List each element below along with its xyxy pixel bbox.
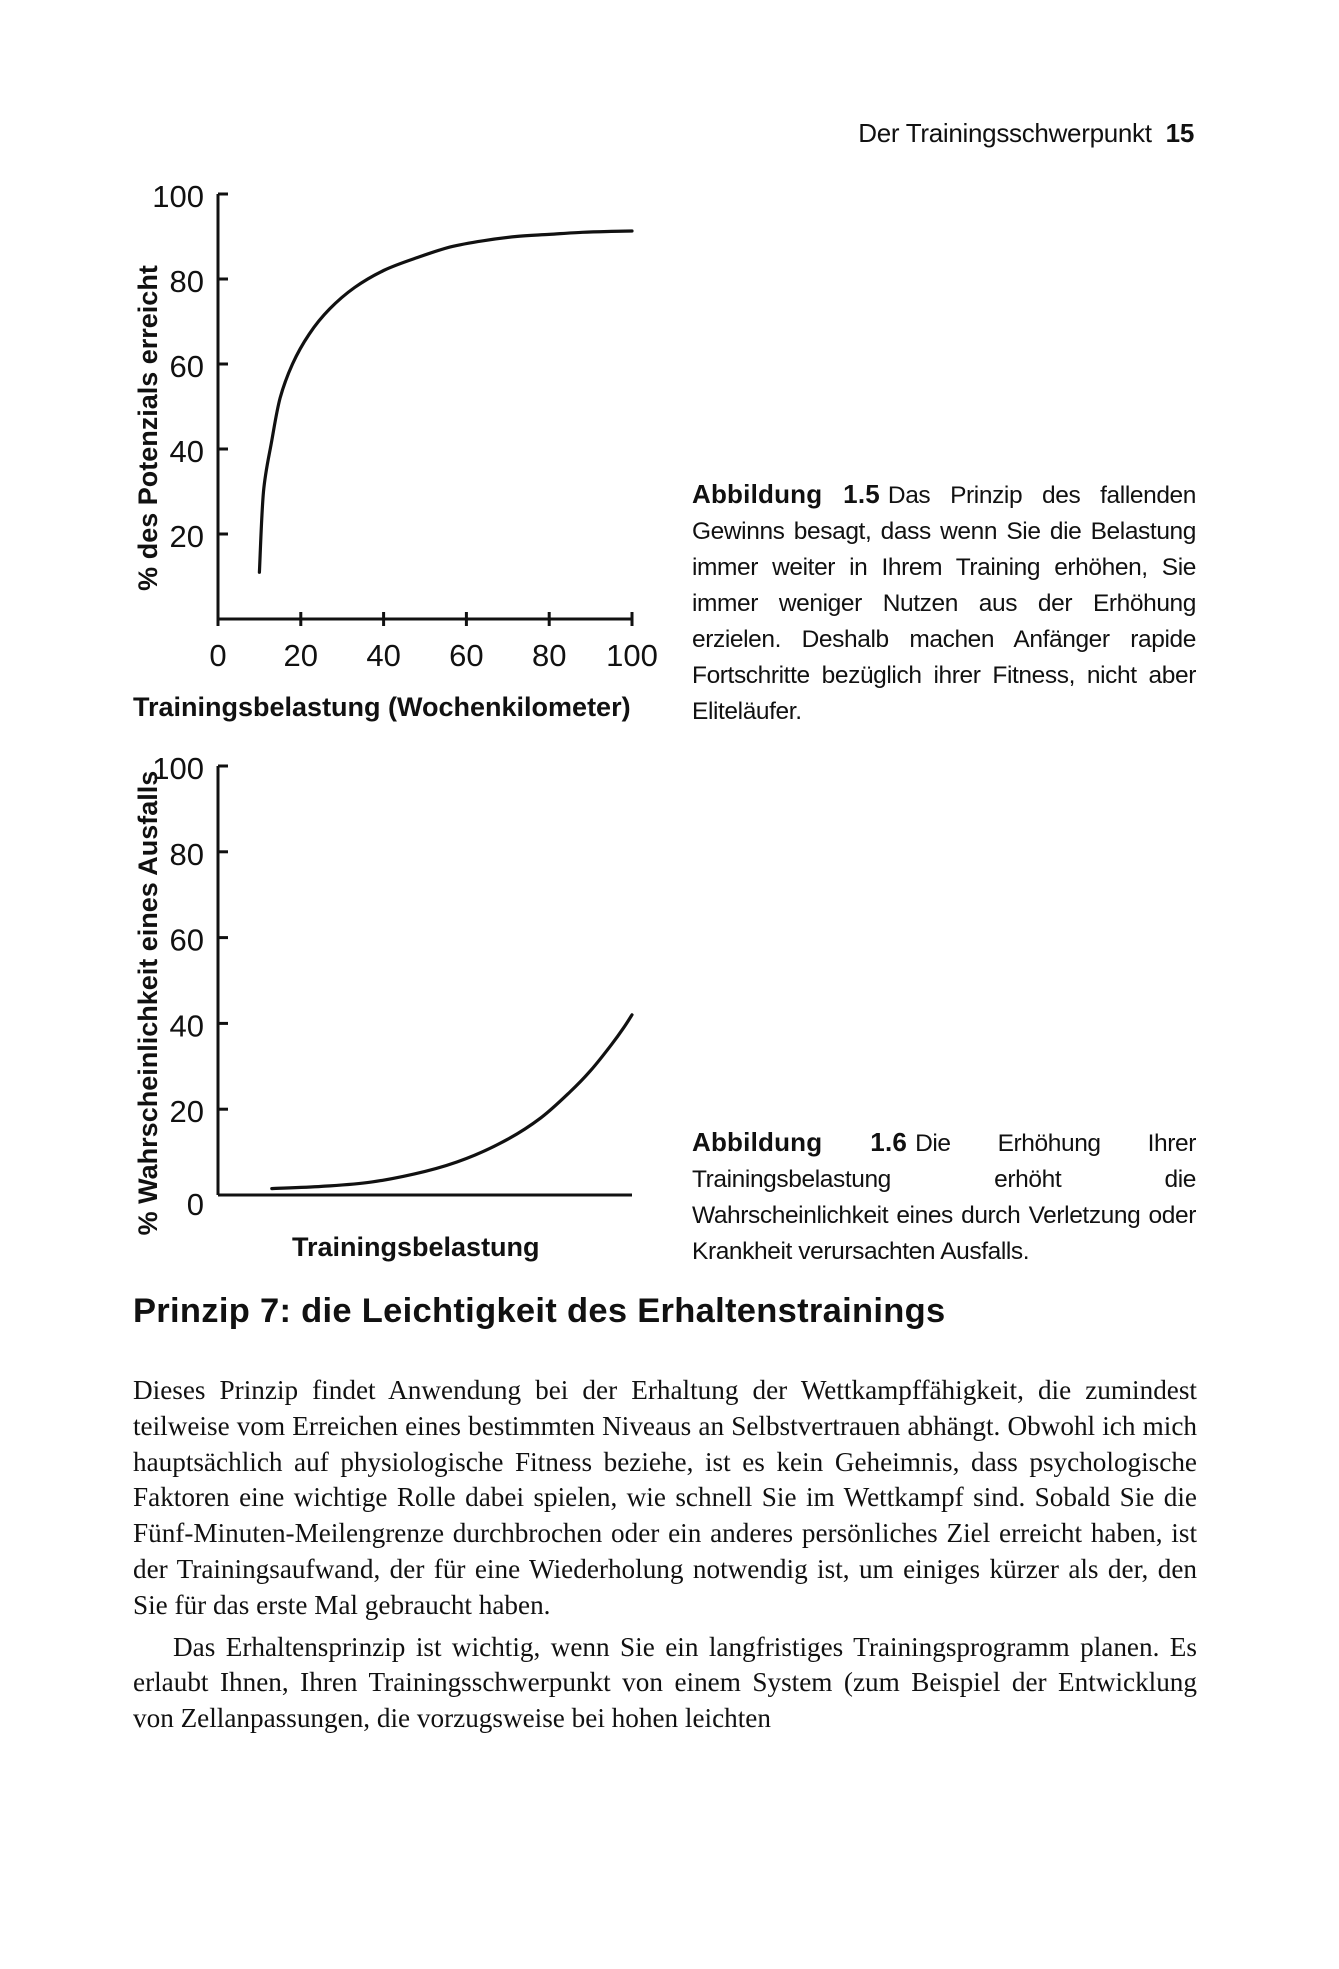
caption-text: Das Prinzip des fallenden Gewinns besagt, dass wenn Sie die Belastung immer weiter in Ihrem Training erhöhen, Sie immer weniger Nutzen aus der Erhöhung erzielen. Deshalb machen Anfänger rapide Fortschritte bezüglich ihrer Fitness, nicht aber Eliteläufer. (692, 482, 1196, 725)
page-number: 15 (1165, 118, 1194, 148)
y-tick-label: 20 (169, 519, 204, 554)
paragraph: Das Erhaltensprinzip ist wichtig, wenn Sie ein langfristiges Trainingsprogramm planen. Es erlaubt Ihnen, Ihren Trainingsschwerpunkt von einem System (zum Beispiel der Entwicklung von Zellanpassungen, die vorzugsweise bei hohen leichten (133, 1631, 1197, 1734)
y-tick-label: 40 (169, 434, 204, 469)
y-tick-label: 80 (169, 836, 204, 872)
x-tick-label: 40 (366, 638, 401, 673)
y-tick-label: 80 (169, 264, 204, 299)
chart2-y-label: % Wahrscheinlichkeit eines Ausfalls (133, 770, 163, 1236)
section-heading: Prinzip 7: die Leichtigkeit des Erhaltenstrainings (133, 1292, 946, 1330)
caption-label: Abbildung 1.5 (692, 479, 880, 509)
y-tick-label: 100 (152, 751, 204, 786)
chart2-x-label: Trainingsbelastung (292, 1232, 540, 1262)
y-tick-label: 40 (169, 1008, 204, 1044)
y-tick-label: 100 (152, 179, 204, 214)
figure-caption-1-5 (692, 476, 1196, 730)
chart1-y-label: % des Potenzials erreicht (133, 265, 163, 591)
y-tick-label: 60 (169, 922, 204, 958)
x-tick-label: 20 (283, 638, 319, 673)
paragraph: Dieses Prinzip findet Anwendung bei der Erhaltung der Wettkampffähigkeit, die zumindest teilweise vom Erreichen eines bestimmten Niveaus an Selbstvertrauen abhängt. Obwohl ich mich hauptsächlich auf physiologische Fitness beziehe, ist es kein Geheimnis, dass psychologische Faktoren eine wichtige Rolle dabei spielen, wie schnell Sie im Wettkampf sind. Sobald Sie die Fünf-Minuten-Meilengrenze durchbrochen oder ein anderes persönliches Ziel erreicht haben, ist der Trainingsaufwand, der für eine Wiederholung notwendig ist, um einiges kürzer als der, den Sie für das erste Mal gebraucht haben. (133, 1375, 1197, 1620)
chart1-x-ticks (209, 612, 657, 673)
chart1-series-line (259, 231, 632, 572)
chart-1-6 (133, 751, 632, 1262)
caption-text: Die Erhöhung Ihrer Trainingsbelastung erhöht die Wahrscheinlichkeit eines durch Verletzung oder Krankheit verursachten Ausfalls. (692, 1130, 1197, 1265)
x-tick-label: 0 (209, 638, 227, 673)
y-tick-label: 60 (169, 349, 204, 384)
y-tick-label: 20 (169, 1094, 204, 1130)
chart-1-5 (133, 179, 658, 722)
chart2-series-line (272, 1015, 632, 1189)
running-title: Der Trainingsschwerpunkt (858, 118, 1152, 148)
y-tick-label: 0 (186, 1187, 204, 1222)
x-tick-label: 100 (606, 638, 658, 673)
chart1-x-label: Trainingsbelastung (Wochenkilometer) (133, 692, 631, 722)
x-tick-label: 60 (449, 638, 484, 673)
x-tick-label: 80 (531, 638, 567, 673)
body-text (133, 1373, 1197, 1743)
caption-label: Abbildung 1.6 (692, 1127, 908, 1157)
figure-caption-1-6 (692, 1124, 1196, 1270)
